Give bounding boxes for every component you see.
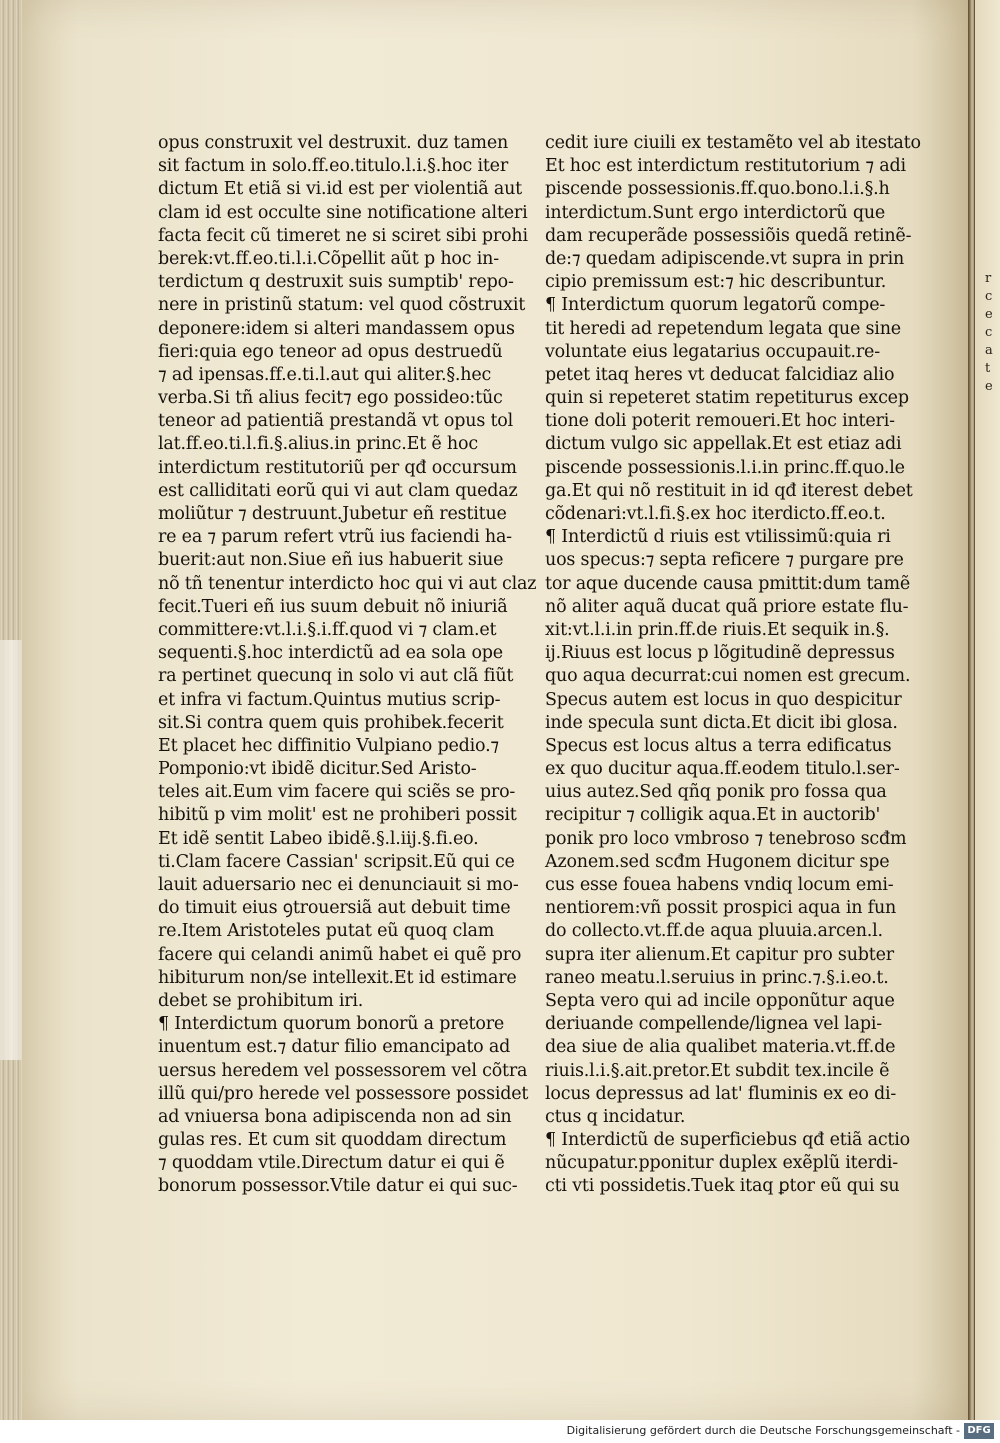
- text-line: inuentum est.⁊ datur filio emancipato ad: [158, 1037, 511, 1058]
- text-line: Azonem.sed scđm Hugonem dicitur spe: [545, 851, 890, 872]
- text-line: tor aque ducende causa pmittit:dum tamẽ: [545, 573, 911, 594]
- text-line: xit:vt.l.i.in prin.ff.de riuis.Et sequik in.§.: [545, 619, 890, 640]
- text-line: cipio premissum est:⁊ hic describuntur.: [545, 272, 887, 293]
- facing-page-edge-text: [985, 270, 1000, 396]
- text-line: uius autez.Sed qñq ponik pro fossa qua: [545, 782, 887, 803]
- text-line: teneor ad patientiã prestandã vt opus tol: [158, 411, 514, 432]
- text-line: ⁊ ad ipensas.ff.e.ti.l.aut qui aliter.§.hec: [158, 364, 492, 385]
- dfg-logo: DFG: [964, 1423, 994, 1439]
- text-line: berek:vt.ff.eo.ti.l.i.Cõpellit aũt p hoc in-: [158, 248, 499, 269]
- text-line: facta fecit cũ timeret ne si sciret sibi prohi: [158, 225, 528, 246]
- text-line: ¶ Interdictum quorum bonorũ a pretore: [158, 1014, 505, 1035]
- text-line: gulas res. Et cum sit quoddam directum: [158, 1130, 507, 1151]
- text-line: Septa vero qui ad incile opponũtur aque: [545, 990, 895, 1011]
- text-line: ¶ Interdictũ de superficiebus qđ etiã actio: [545, 1130, 910, 1151]
- text-line: piscende possessionis.ff.quo.bono.l.i.§.h: [545, 179, 890, 200]
- text-line: cus esse fouea habens vndiq locum emi-: [545, 875, 894, 895]
- text-line: dea siue de alia qualibet materia.vt.ff.de: [545, 1037, 896, 1058]
- text-line: interdictum.Sunt ergo interdictorũ que: [545, 202, 886, 223]
- edge-letter: a: [985, 343, 993, 358]
- funding-credit: Digitalisierung gefördert durch die Deutsche Forschungsgemeinschaft -: [566, 1424, 960, 1437]
- text-line: Et hoc est interdictum restitutorium ⁊ adi: [545, 156, 906, 177]
- text-line: verba.Si tñ alius fecit⁊ ego possideo:tũc: [158, 388, 503, 409]
- text-line: inde specula sunt dicta.Et dicit ibi glosa.: [545, 712, 898, 733]
- text-line: deriuande compellende/lignea vel lapi-: [545, 1014, 882, 1035]
- text-line: dam recuperãde possessiõis quedã retinẽ-: [545, 225, 912, 246]
- text-line: Et idẽ sentit Labeo ibidẽ.§.l.iij.§.fi.eo.: [158, 828, 479, 849]
- text-line: uersus heredem vel possessorem vel cõtra: [158, 1060, 528, 1081]
- text-line: illũ qui/pro herede vel possessore possidet: [158, 1083, 529, 1104]
- text-line: ti.Clam facere Cassian' scripsit.Eũ qui ce: [158, 851, 515, 872]
- text-line: sit.Si contra quem quis prohibek.fecerit: [158, 712, 504, 733]
- edge-letter: r: [985, 271, 992, 286]
- text-line: nũcupatur.pponitur duplex exẽplũ iterdi-: [545, 1153, 898, 1174]
- text-line: lauit aduersario nec ei denunciauit si mo-: [158, 875, 519, 895]
- text-line: deponere:idem si alteri mandassem opus: [158, 318, 515, 339]
- text-line: piscende possessionis.l.i.in princ.ff.quo.le: [545, 457, 905, 478]
- text-line: fecit.Tueri eñ ius suum debuit nõ iniuriã: [158, 596, 508, 617]
- text-line: lat.ff.eo.ti.l.fi.§.alius.in princ.Et ẽ hoc: [158, 434, 478, 455]
- text-line: dictum vulgo sic appellak.Et est etiaz adi: [545, 434, 902, 455]
- text-line: Specus autem est locus in quo despicitur: [545, 689, 902, 710]
- text-column-right: [545, 132, 921, 1199]
- text-line: interdictum restitutoriũ per qđ occursum: [158, 457, 517, 478]
- text-line: fieri:quia ego teneor ad opus destruedũ: [158, 341, 503, 362]
- text-line: supra iter alienum.Et capitur pro subter: [545, 944, 894, 965]
- text-line: nere in pristinũ statum: vel quod cõstruxit: [158, 295, 526, 316]
- text-line: re.Item Aristoteles putat eũ quoq clam: [158, 921, 495, 942]
- text-line: quo aqua decurrat:cui nomen est grecum.: [545, 666, 911, 687]
- text-line: raneo meatu.l.seruius in princ.⁊.§.i.eo.t.: [545, 967, 889, 988]
- text-line: ex quo ducitur aqua.ff.eodem titulo.l.ser-: [545, 759, 900, 780]
- text-line: do timuit eius ꝯtrouersiã aut debuit time: [158, 898, 511, 919]
- edge-letter: c: [985, 289, 993, 304]
- text-line: ga.Et qui nõ restituit in id qđ iterest debet: [545, 480, 913, 501]
- text-line: de:⁊ quedam adipiscende.vt supra in prin: [545, 248, 905, 269]
- text-line: est calliditati eorũ qui vi aut clam quedaz: [158, 480, 518, 501]
- facing-page-strip: [975, 0, 1000, 1420]
- text-line: riuis.l.i.§.ait.pretor.Et subdit tex.incile ẽ: [545, 1060, 890, 1081]
- text-line: moliũtur ⁊ destruunt.Jubetur eñ restitue: [158, 504, 507, 524]
- text-line: ⁊ quoddam vtile.Directum datur ei qui ẽ: [158, 1153, 505, 1174]
- text-line: do collecto.vt.ff.de aqua pluuia.arcen.l.: [545, 921, 883, 942]
- text-line: Specus est locus altus a terra edificatus: [545, 735, 892, 756]
- text-line: locus depressus ad lat' fluminis ex eo di-: [545, 1083, 897, 1104]
- text-line: clam id est occulte sine notificatione alteri: [158, 202, 528, 223]
- text-line: ij.Riuus est locus p lõgitudinẽ depressus: [545, 643, 895, 664]
- text-line: committere:vt.l.i.§.i.ff.quod vi ⁊ clam.et: [158, 619, 497, 640]
- text-line: tit heredi ad repetendum legata que sine: [545, 318, 901, 339]
- edge-letter: e: [985, 379, 993, 394]
- text-line: nõ aliter aquã ducat quã priore estate flu-: [545, 596, 909, 617]
- text-line: ra pertinet quecunq in solo vi aut clã fiũt: [158, 666, 514, 687]
- text-line: cedit iure ciuili ex testamẽto vel ab itestato: [545, 133, 921, 153]
- text-line: Pomponio:vt ibidẽ dicitur.Sed Aristo-: [158, 759, 477, 780]
- text-column-left: [158, 132, 537, 1199]
- text-line: debet se prohibitum iri.: [158, 990, 364, 1011]
- text-line: hibiturum non/se intellexit.Et id estimare: [158, 967, 517, 988]
- text-line: quin si repeteret statim repetiturus excep: [545, 388, 909, 409]
- text-line: re ea ⁊ parum refert vtrũ ius faciendi ha-: [158, 527, 512, 548]
- text-line: tione doli poterit remoueri.Et hoc interi-: [545, 411, 895, 432]
- text-line: petet itaq heres vt deducat falcidiaz alio: [545, 364, 895, 385]
- edge-letter: e: [985, 307, 993, 322]
- text-line: recipitur ⁊ colligik aqua.Et in auctorib': [545, 805, 881, 826]
- text-line: uos specus:⁊ septa reficere ⁊ purgare pre: [545, 550, 904, 571]
- text-line: opus construxit vel destruxit. duz tamen: [158, 133, 509, 153]
- edge-letter: t: [985, 361, 991, 376]
- text-line: Et placet hec diffinitio Vulpiano pedio.⁊: [158, 735, 499, 756]
- text-line: cti vti possidetis.Tuek itaq ꝑtor eũ qui su: [545, 1176, 900, 1197]
- text-line: terdictum q destruxit suis sumptib' repo-: [158, 272, 514, 293]
- edge-letter: c: [985, 325, 993, 340]
- text-line: voluntate eius legatarius occupauit.re-: [545, 341, 880, 362]
- text-line: sit factum in solo.ff.eo.titulo.l.i.§.hoc iter: [158, 156, 508, 177]
- text-line: ad vniuersa bona adipiscenda non ad sin: [158, 1106, 512, 1127]
- text-line: nentiorem:vñ possit prospici aqua in fun: [545, 898, 897, 919]
- text-line: ¶ Interdictũ d riuis est vtilissimũ:quia ri: [545, 527, 891, 548]
- text-line: teles ait.Eum vim facere qui sciẽs se pro-: [158, 782, 516, 803]
- text-line: facere qui celandi animũ habet ei quẽ pro: [158, 944, 522, 965]
- text-line: bonorum possessor.Vtile datur ei qui suc-: [158, 1176, 518, 1197]
- text-line: hibitũ p vim molit' est ne prohiberi possit: [158, 805, 517, 826]
- text-line: ctus q incidatur.: [545, 1106, 686, 1127]
- text-line: cõdenari:vt.l.fi.§.ex hoc iterdicto.ff.eo.t.: [545, 504, 886, 524]
- text-line: sequenti.§.hoc interdictũ ad ea sola ope: [158, 643, 503, 664]
- text-line: ponik pro loco vmbroso ⁊ tenebroso scđm: [545, 828, 907, 849]
- text-line: ¶ Interdictum quorum legatorũ compe-: [545, 295, 886, 316]
- text-line: dictum Et etiã si vi.id est per violentiã aut: [158, 179, 522, 200]
- text-line: nõ tñ tenentur interdicto hoc qui vi aut claz: [158, 573, 537, 594]
- text-line: et infra vi factum.Quintus mutius scrip-: [158, 689, 501, 710]
- text-line: buerit:aut non.Siue eñ ius habuerit siue: [158, 550, 504, 571]
